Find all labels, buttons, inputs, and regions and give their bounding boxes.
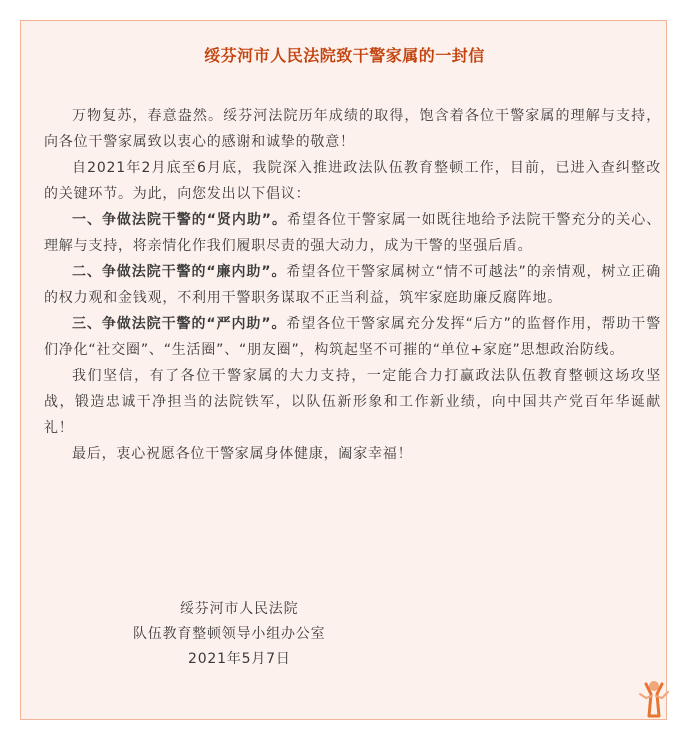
signature-date: 2021年5月7日 xyxy=(188,651,291,667)
letter-title: 绥芬河市人民法院致干警家属的一封信 xyxy=(204,46,485,65)
paragraph-5: 三、争做法院干警的“严内助”。希望各位干警家属充分发挥“后方”的监督作用，帮助干警们净化“社交圈”、“生活圈”、“朋友圈”，构筑起坚不可摧的“单位+家庭”思想政治防线。 xyxy=(44,316,661,358)
paragraph-2: 自2021年2月底至6月底，我院深入推进政法队伍教育整顿工作，目前，已进入查纠整改的关键环节。为此，向您发出以下倡议： xyxy=(44,160,661,202)
paragraph-1: 万物复苏，春意盎然。绥芬河法院历年成绩的取得，饱含着各位干警家属的理解与支持，向各位干警家属致以衷心的感谢和诚挚的敬意！ xyxy=(44,108,661,150)
paragraph-6: 我们坚信，有了各位干警家属的大力支持，一定能合力打赢政法队伍教育整顿这场攻坚战，锻造忠诚干净担当的法院铁军，以队伍新形象和工作新业绩，向中国共产党百年华诞献礼！ xyxy=(44,368,661,436)
signature-office: 队伍教育整顿领导小组办公室 xyxy=(133,626,326,642)
raised-hand-figure-icon xyxy=(632,676,676,720)
paragraph-3: 一、争做法院干警的“贤内助”。希望各位干警家属一如既往地给予法院干警充分的关心、理解与支持，将亲情化作我们履职尽责的强大动力，成为干警的坚强后盾。 xyxy=(44,212,661,254)
paragraph-7: 最后，衷心祝愿各位干警家属身体健康，阖家幸福！ xyxy=(72,446,413,462)
paragraph-3-lead: 一、争做法院干警的“贤内助”。 xyxy=(72,212,287,228)
paragraph-5-lead: 三、争做法院干警的“严内助”。 xyxy=(72,316,287,332)
paragraph-4: 二、争做法院干警的“廉内助”。希望各位干警家属树立“情不可越法”的亲情观，树立正确的权力观和金钱观，不利用干警职务谋取不正当利益，筑牢家庭助廉反腐阵地。 xyxy=(44,264,661,306)
signature-org: 绥芬河市人民法院 xyxy=(180,601,299,617)
signature-block xyxy=(0,597,689,677)
letter-body xyxy=(44,103,661,467)
paragraph-4-lead: 二、争做法院干警的“廉内助”。 xyxy=(72,264,287,280)
